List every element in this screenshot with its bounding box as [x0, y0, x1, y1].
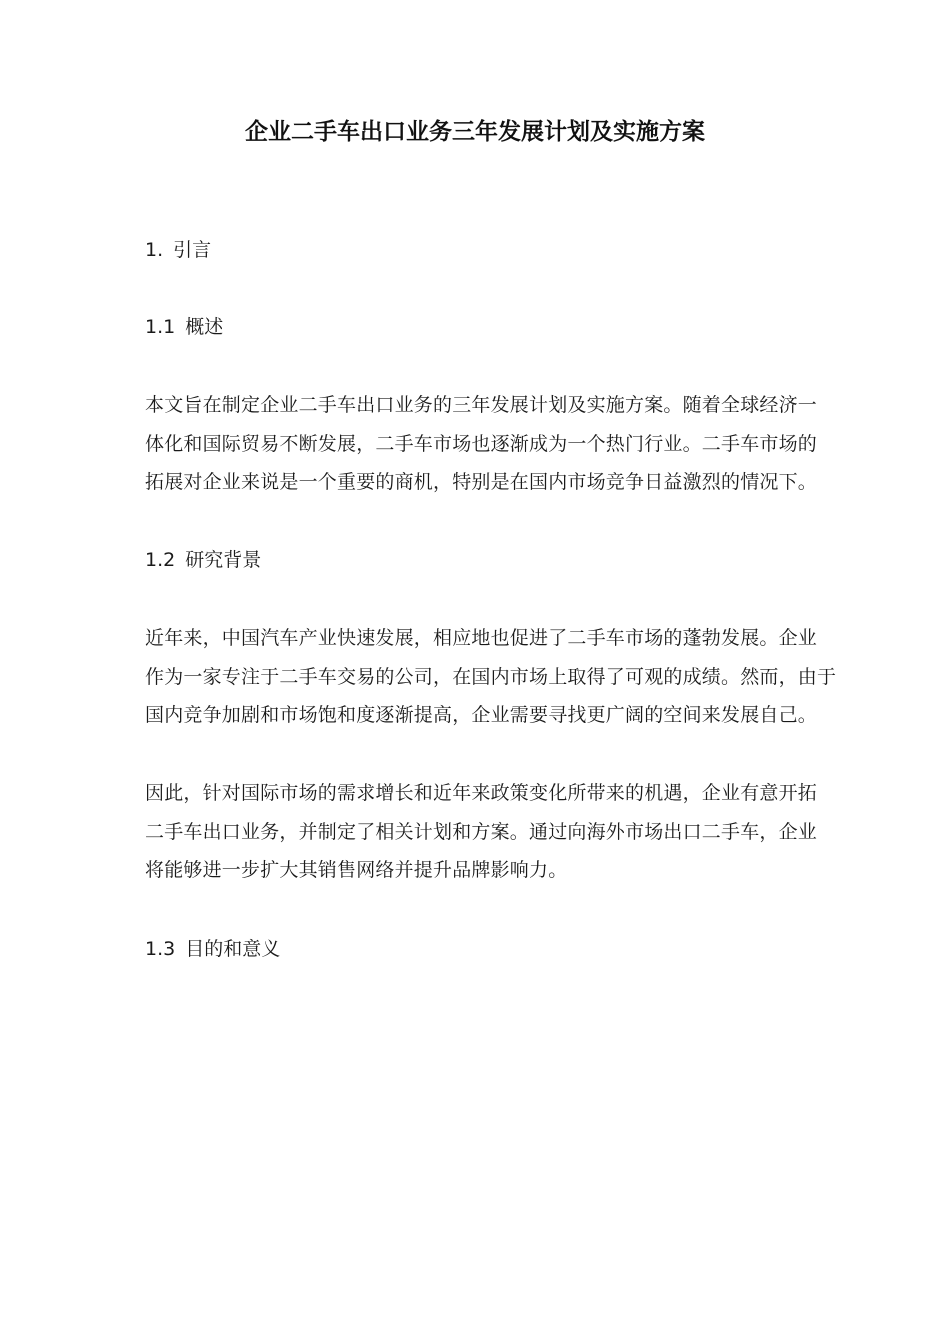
paragraph-line: 拓展对企业来说是一个重要的商机，特别是在国内市场竞争日益激烈的情况下。 [145, 471, 818, 493]
paragraph-line: 体化和国际贸易不断发展，二手车市场也逐渐成为一个热门行业。二手车市场的 [145, 432, 818, 455]
section-number: 1.1 [145, 316, 176, 338]
section-label: 概述 [185, 316, 224, 338]
section-heading-purpose [145, 936, 280, 962]
section-heading-overview [145, 314, 223, 340]
paragraph-overview [145, 386, 825, 502]
paragraph-line: 将能够进一步扩大其销售网络并提升品牌影响力。 [145, 859, 568, 881]
section-number: 1.2 [145, 549, 176, 571]
paragraph-line: 国内竞争加剧和市场饱和度逐渐提高，企业需要寻找更广阔的空间来发展自己。 [145, 704, 818, 726]
section-heading-background [145, 547, 261, 573]
paragraph-background-1 [145, 619, 837, 735]
paragraph-background-2 [145, 774, 825, 890]
document-title: 企业二手车出口业务三年发展计划及实施方案 [245, 119, 705, 145]
paragraph-line: 因此，针对国际市场的需求增长和近年来政策变化所带来的机遇，企业有意开拓 [145, 782, 818, 804]
paragraph-line: 作为一家专注于二手车交易的公司，在国内市场上取得了可观的成绩。然而，由于 [145, 665, 837, 688]
section-label: 目的和意义 [185, 938, 281, 960]
section-label: 研究背景 [185, 549, 262, 571]
paragraph-line: 近年来，中国汽车产业快速发展，相应地也促进了二手车市场的蓬勃发展。企业 [145, 627, 818, 649]
paragraph-line: 本文旨在制定企业二手车出口业务的三年发展计划及实施方案。随着全球经济一 [145, 394, 818, 416]
paragraph-line: 二手车出口业务，并制定了相关计划和方案。通过向海外市场出口二手车，企业 [145, 820, 818, 843]
section-label: 引言 [173, 239, 212, 261]
section-number: 1. [145, 239, 164, 261]
section-heading-intro [145, 237, 211, 263]
section-number: 1.3 [145, 938, 176, 960]
